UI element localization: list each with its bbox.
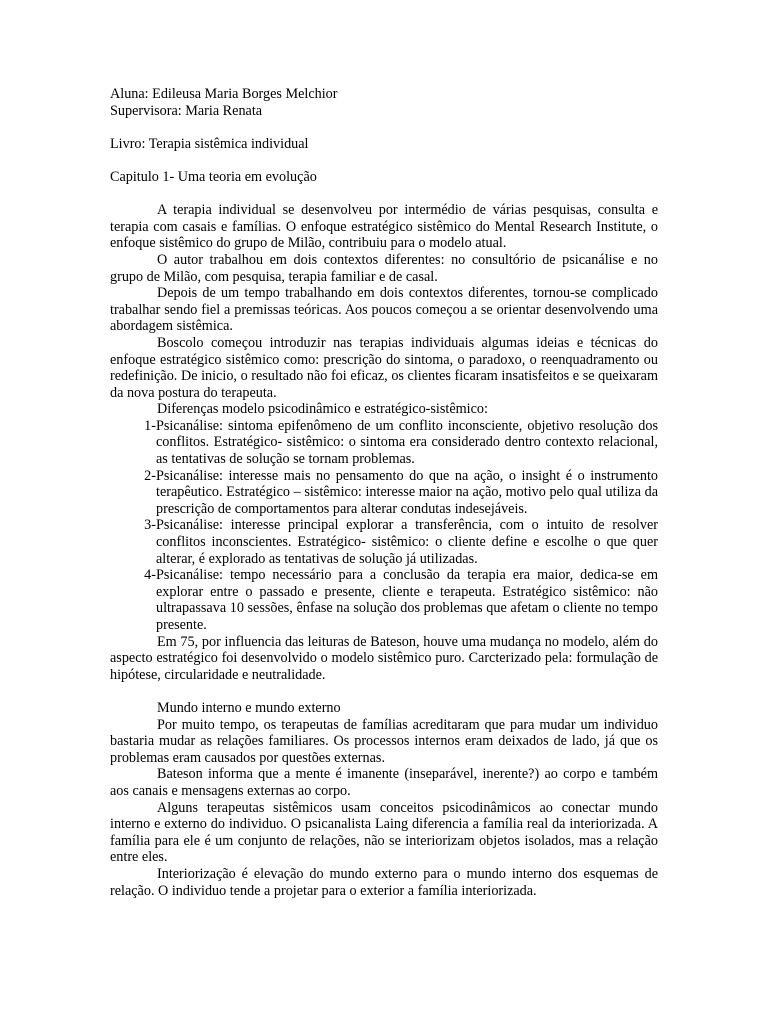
spacer [110,119,658,136]
differences-heading: Diferenças modelo psicodinâmico e estratégico-sistêmico: [157,401,488,418]
paragraph: Interiorização é elevação do mundo externo para o mundo interno dos esquemas de relação. O individuo tende a projetar para o exterior a família interiorizada. [110,865,658,899]
list-item [110,517,658,567]
list-item-number: 4- [144,567,156,584]
list-item [110,468,658,518]
list-item [110,567,658,633]
paragraph: Por muito tempo, os terapeutas de famílias acreditaram que para mudar um individuo bastaria mudar as relações familiares. Os processos internos eram deixados de lado, já que os problemas eram causados por questões externas. [110,716,658,766]
document-body [110,86,658,899]
supervisor-name: Supervisora: Maria Renata [110,102,263,119]
paragraph: O autor trabalhou em dois contextos diferentes: no consultório de psicanálise e no grupo de Milão, com pesquisa, terapia familiar e de casal. [110,251,658,285]
list-item-text: Psicanálise: tempo necessário para a conclusão da terapia era maior, dedica-se em explorar entre o passado e presente, cliente e terapeuta. Estratégico sistêmico: não ultrapassava 10 sessões, ênfase na solução dos problemas que afetam o cliente no tempo presente. [156,567,658,633]
paragraph: Boscolo começou introduzir nas terapias individuais algumas ideias e técnicas do enfoque estratégico sistêmico como: prescrição do sintoma, o paradoxo, o reenquadramento ou redefinição. De inicio, o resultado não foi eficaz, os clientes ficaram insatisfeitos e se queixaram da nova postura do terapeuta. [110,334,658,401]
list-item-text: Psicanálise: sintoma epifenômeno de um conflito inconsciente, objetivo resolução dos conflitos. Estratégico- sistêmico: o sintoma era considerado dentro contexto relacional, as tentativas de solução se tornam problemas. [156,417,658,468]
spacer [110,186,658,203]
book-title: Livro: Terapia sistêmica individual [110,135,309,152]
section-heading: Mundo interno e mundo externo [157,699,341,716]
paragraph: Alguns terapeutas sistêmicos usam conceitos psicodinâmicos ao conectar mundo interno e externo do individuo. O psicanalista Laing diferencia a família real da interiorizada. A família para ele é um conjunto de relações, não se interiorizam objetos isolados, mas a relação entre eles. [110,799,658,866]
list-item-number: 2- [144,467,156,484]
paragraph: Em 75, por influencia das leituras de Bateson, houve uma mudança no modelo, além do aspecto estratégico foi desenvolvido o modelo sistêmico puro. Carcterizado pela: formulação de hipótese, circularidade e neutralidade. [110,633,658,683]
paragraph: Depois de um tempo trabalhando em dois contextos diferentes, tornou-se complicado trabalhar sendo fiel a premissas teóricas. Aos poucos começou a se orientar desenvolvendo uma abordagem sistêmica. [110,285,658,335]
list-item-text: Psicanálise: interesse mais no pensamento do que na ação, o insight é o instrumento terapêutico. Estratégico – sistêmico: interesse maior na ação, motivo pelo qual utiliza da prescrição de comportamentos para alterar condutas indesejáveis. [156,467,658,517]
list-item-number: 3- [144,517,156,534]
list-item-text: Psicanálise: interesse principal explorar a transferência, com o intuito de resolver conflitos inconscientes. Estratégico- sistêmico: o cliente define e escolhe o que quer alterar, é explorado as tentativas de solução já utilizadas. [156,517,658,567]
spacer [110,152,658,169]
chapter-title: Capitulo 1- Uma teoria em evolução [110,168,317,185]
differences-list [110,418,658,634]
list-item-number: 1- [144,417,156,434]
list-item [110,418,658,468]
spacer [110,683,658,700]
paragraph: Bateson informa que a mente é imanente (inseparável, inerente?) ao corpo e também aos canais e mensagens externas ao corpo. [110,766,658,799]
student-name: Aluna: Edileusa Maria Borges Melchior [110,86,338,102]
paragraph: A terapia individual se desenvolveu por intermédio de várias pesquisas, consulta e terapia com casais e famílias. O enfoque estratégico sistêmico do Mental Research Institute, o enfoque sistêmico do grupo de Milão, contribuiu para o modelo atual. [110,202,658,252]
